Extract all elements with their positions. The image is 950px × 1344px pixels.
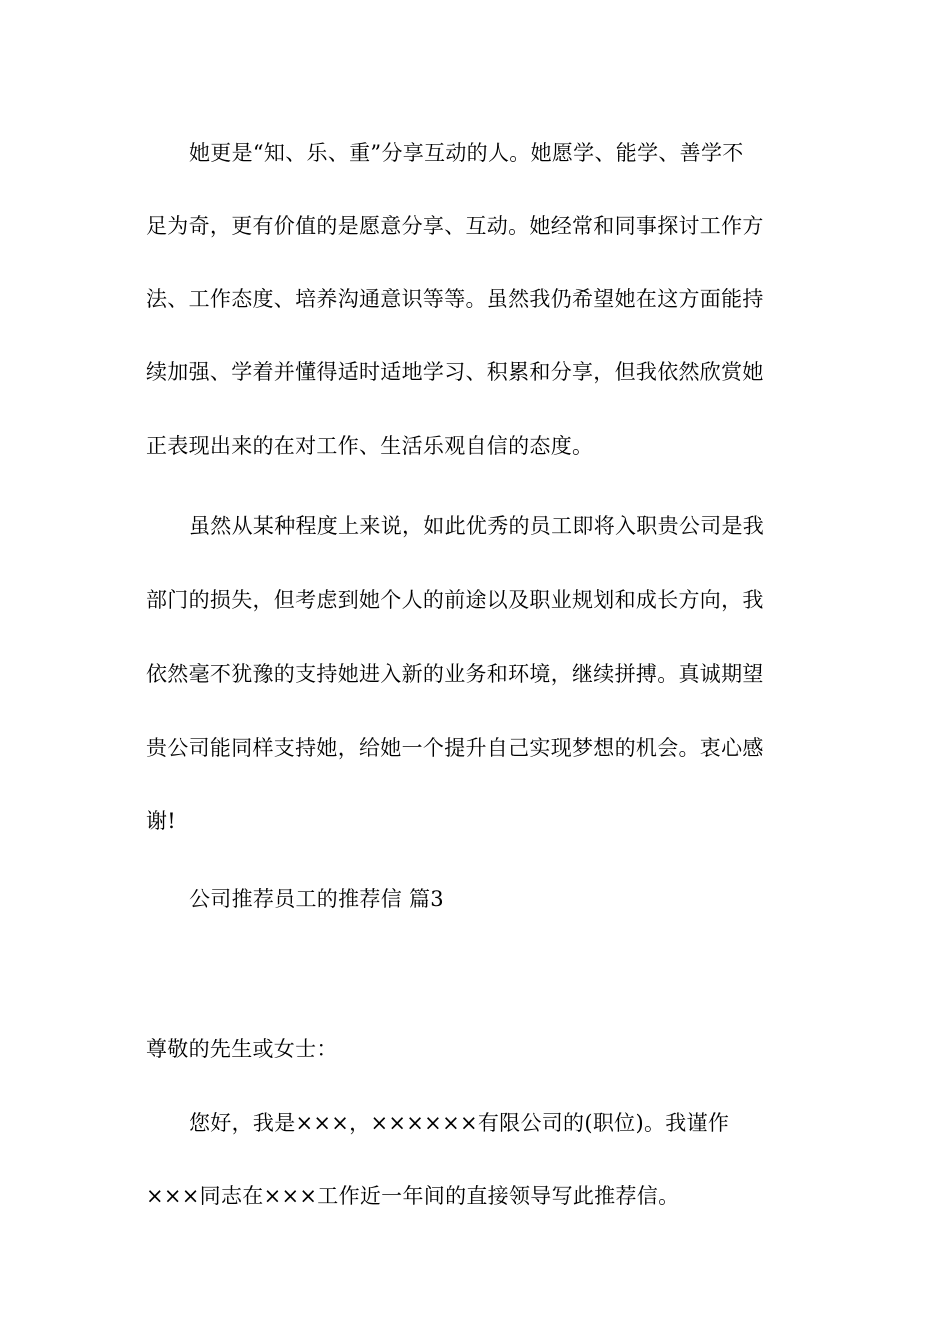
paragraph-1-line-2: 足为奇，更有价值的是愿意分享、互动。她经常和同事探讨工作方 (146, 214, 764, 238)
paragraph-1-line-3: 法、工作态度、培养沟通意识等等。虽然我仍希望她在这方面能持 (146, 287, 764, 311)
paragraph-2-line-3: 依然毫不犹豫的支持她进入新的业务和环境，继续拼搏。真诚期望 (146, 662, 764, 686)
section-title: 公司推荐员工的推荐信 篇3 (189, 887, 444, 911)
paragraph-2-line-1: 虽然从某种程度上来说，如此优秀的员工即将入职贵公司是我 (189, 514, 765, 538)
salutation: 尊敬的先生或女士： (146, 1037, 338, 1061)
paragraph-1-line-5: 正表现出来的在对工作、生活乐观自信的态度。 (146, 434, 594, 458)
paragraph-2-line-2: 部门的损失，但考虑到她个人的前途以及职业规划和成长方向，我 (146, 588, 764, 612)
paragraph-2-line-4: 贵公司能同样支持她，给她一个提升自己实现梦想的机会。衷心感 (146, 736, 764, 760)
paragraph-3-line-2: ×××同志在×××工作近一年间的直接领导写此推荐信。 (146, 1184, 680, 1208)
paragraph-1-line-4: 续加强、学着并懂得适时适地学习、积累和分享，但我依然欣赏她 (146, 360, 764, 384)
paragraph-3-line-1: 您好，我是×××，××××××有限公司的(职位)。我谨作 (189, 1111, 730, 1135)
paragraph-1-line-1: 她更是“知、乐、重”分享互动的人。她愿学、能学、善学不 (189, 141, 744, 165)
paragraph-2-line-5: 谢! (146, 809, 177, 833)
